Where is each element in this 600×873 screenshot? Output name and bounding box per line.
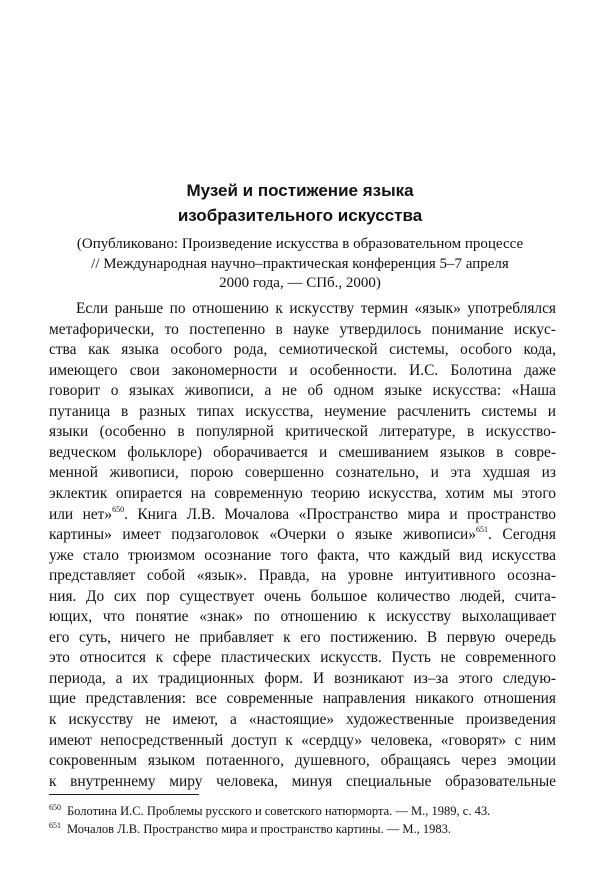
body-line: Если раньше по отношению к искусству термин «язык» употреблялся: [76, 300, 556, 317]
title-line-2: изобразительного искусства: [177, 206, 423, 225]
body-line: ния. До сих пор существует очень большое количество людей, счита-: [49, 587, 556, 605]
footnote-divider: [49, 794, 199, 795]
footnote-ref-651[interactable]: 651: [475, 525, 488, 535]
body-line: щие представления: все современные направления никакого отношения: [49, 690, 556, 708]
body-line: эклектик опирается на современную теорию искусства, хотим мы этого: [49, 484, 556, 502]
body-line: языки (особенно в популярной критической литературе, в искусство-: [49, 423, 556, 441]
publication-note: [0, 235, 600, 294]
footnote-number: 650: [49, 803, 61, 812]
footnote-number: 651: [49, 821, 61, 830]
publication-note-line-3: 2000 года, — СПб., 2000): [219, 275, 381, 291]
body-line: периода, а их традиционных форм. И возникают из–за этого следую-: [49, 669, 556, 687]
body-line: его суть, ничего не прибавляет к его постижению. В первую очередь: [49, 628, 556, 646]
footnote-651: [49, 817, 556, 838]
footnote-text: Мочалов Л.В. Пространство мира и пространство картины. — М., 1983.: [67, 822, 452, 836]
body-line: ства как языка особого рода, семиотической системы, особого кода,: [49, 341, 556, 359]
body-line: это относится к сфере пластических искусств. Пусть не современного: [49, 649, 556, 667]
body-line: [49, 525, 556, 545]
body-line-text: . Сегодня: [487, 526, 556, 544]
footnote-ref-650[interactable]: 650: [112, 504, 125, 514]
body-line: [49, 505, 556, 525]
title-line-1: Музей и постижение языка: [186, 181, 414, 200]
body-line-text: . Книга Л.В. Мочалова «Пространство мира и пространство: [124, 505, 556, 523]
publication-note-line-2: // Международная научно–практическая конференция 5–7 апреля: [91, 255, 509, 272]
body-line: к внутреннему миру человека, минуя специальные образовательные: [49, 772, 556, 790]
body-line: ющих, что понятие «знак» по отношению к искусству выхолащивает: [49, 608, 556, 626]
body-line: имеют непосредственный доступ к «сердцу» человека, «говорят» с ним: [49, 731, 556, 749]
body-line: имеющего свои закономерности и особенности. И.С. Болотина даже: [49, 361, 556, 379]
body-line: говорит о языках живописи, а не об одном языке искусства: «Наша: [49, 382, 556, 400]
body-line: сокровенным языком потаенного, душевного, обращаясь через эмоции: [49, 752, 556, 770]
body-line-text: или нет»: [49, 505, 113, 523]
body-line: ведческом фольклоре) оборачивается и смешиванием языков в совре-: [49, 443, 556, 461]
footnote-text: Болотина И.С. Проблемы русского и советского натюрморта. — М., 1989, с. 43.: [67, 804, 491, 818]
body-line: к искусству не имеют, а «настоящие» художественные произведения: [49, 711, 556, 728]
body-line: менной живописи, порою совершенно сознательно, и эта худшая из: [49, 464, 556, 482]
body-line: уже стало трюизмом осознание того факта, что каждый вид искусства: [49, 546, 556, 564]
body-line: путаница в разных типах искусства, неумение расчленить системы и: [49, 402, 556, 420]
article-title: [0, 178, 600, 228]
body-line-text: картины» имеет подзаголовок «Очерки о языке живописи»: [49, 526, 476, 544]
body-line: представляет собой «язык». Правда, на уровне интуитивного осозна-: [49, 567, 556, 585]
body-line: метафорически, то постепенно в науке утвердилось понимание искус-: [49, 320, 556, 338]
publication-note-line-1: (Опубликовано: Произведение искусства в образовательном процессе: [76, 236, 524, 252]
